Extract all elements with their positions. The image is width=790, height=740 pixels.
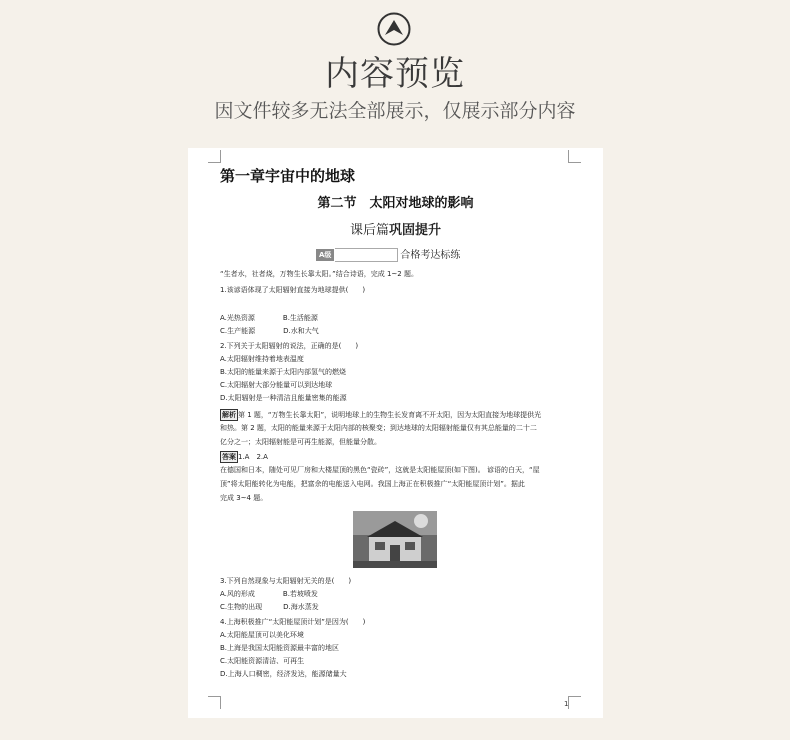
question-2: 2.下列关于太阳辐射的说法，正确的是( ) <box>220 342 359 350</box>
level-text: 合格考达标练 <box>400 250 461 261</box>
answer-tag: 答案 <box>222 453 236 461</box>
level-heading <box>316 246 460 262</box>
crop-mark-bottom-right <box>568 696 581 709</box>
analysis-line-2: 和热。第 2 题，太阳的能量来源于太阳内部的核聚变；到达地球的太阳辐射能量仅有其总能量的二十二 <box>220 424 537 432</box>
passage-line-3: 完成 3~4 题。 <box>220 494 268 502</box>
q1-options-cd: C.生产能源 D.水和大气 <box>220 327 319 335</box>
q4-option-d: D.上海人口稠密，经济发达，能源储量大 <box>220 670 347 678</box>
page-subtitle: 因文件较多无法全部展示，仅展示部分内容 <box>214 100 576 122</box>
answer-line <box>220 451 268 463</box>
analysis-line-1 <box>220 409 541 421</box>
question-1: 1.该谚语体现了太阳辐射直接为地球提供( ) <box>220 286 366 294</box>
chapter-title: 第一章宇宙中的地球 <box>220 167 356 185</box>
crop-mark-bottom-left <box>208 696 221 709</box>
solar-roof-image-label: 太阳能屋顶 <box>395 564 411 568</box>
crop-mark-top-right <box>568 150 581 163</box>
section-title: 第二节 太阳对地球的影响 <box>317 196 474 211</box>
analysis-text-1: 第 1 题，“万物生长靠太阳”，说明地球上的生物生长发育离不开太阳，因为太阳直接为地球提供光 <box>238 411 542 419</box>
kehou-prefix: 课后篇 <box>349 223 389 238</box>
kehou-bold: 巩固提升 <box>389 223 442 238</box>
passage-line-1: 在德国和日本，随处可见厂房和大楼屋顶的黑色“瓷砖”，这就是太阳能屋顶(如下图)。 谚语的白天，“屋 <box>220 466 540 474</box>
intro-line-1: “生者水，社者烧，万物生长靠太阳。”结合诗语，完成 1~2 题。 <box>220 270 418 278</box>
q4-option-c: C.太阳能资源清洁、可再生 <box>220 657 305 665</box>
page-number: 1 <box>564 700 569 708</box>
q4-option-b: B.上海是我国太阳能资源最丰富的地区 <box>220 644 340 652</box>
q4-option-a: A.太阳能屋顶可以美化环境 <box>220 631 304 639</box>
question-4: 4.上海积极推广“太阳能屋顶计划”是因为( ) <box>220 618 366 626</box>
page-title: 内容预览 <box>325 54 465 94</box>
kehou-heading <box>188 219 603 238</box>
analysis-tag: 解析 <box>222 411 236 419</box>
up-arrow-logo-icon <box>377 12 411 46</box>
level-tag: A级 <box>316 249 334 261</box>
question-3: 3.下列自然现象与太阳辐射无关的是( ) <box>220 577 352 585</box>
crop-mark-top-left <box>208 150 221 163</box>
q3-options-cd: C.生物的出现 D.海水蒸发 <box>220 603 319 611</box>
level-line <box>335 248 398 262</box>
answer-text: 1.A 2.A <box>238 453 268 461</box>
document-preview <box>188 148 603 718</box>
passage-line-2: 顶”将太阳能转化为电能，把富余的电能送入电网。我国上海正在积极推广“太阳能屋顶计划”。据此 <box>220 480 525 488</box>
analysis-line-3: 亿分之一；太阳辐射能是可再生能源，但能量分散。 <box>220 438 381 446</box>
q2-option-b: B.太阳的能量来源于太阳内部氢气的燃烧 <box>220 368 347 376</box>
q3-options-ab: A.风的形成 B.若坡喷发 <box>220 590 318 598</box>
q1-options-ab: A.光热资源 B.生活能源 <box>220 314 318 322</box>
solar-roof-image <box>353 511 437 568</box>
q2-option-c: C.太阳辐射大部分能量可以到达地球 <box>220 381 333 389</box>
q2-option-d: D.太阳辐射是一种清洁且能量密集的能源 <box>220 394 347 402</box>
q2-option-a: A.太阳辐射维持着地表温度 <box>220 355 304 363</box>
